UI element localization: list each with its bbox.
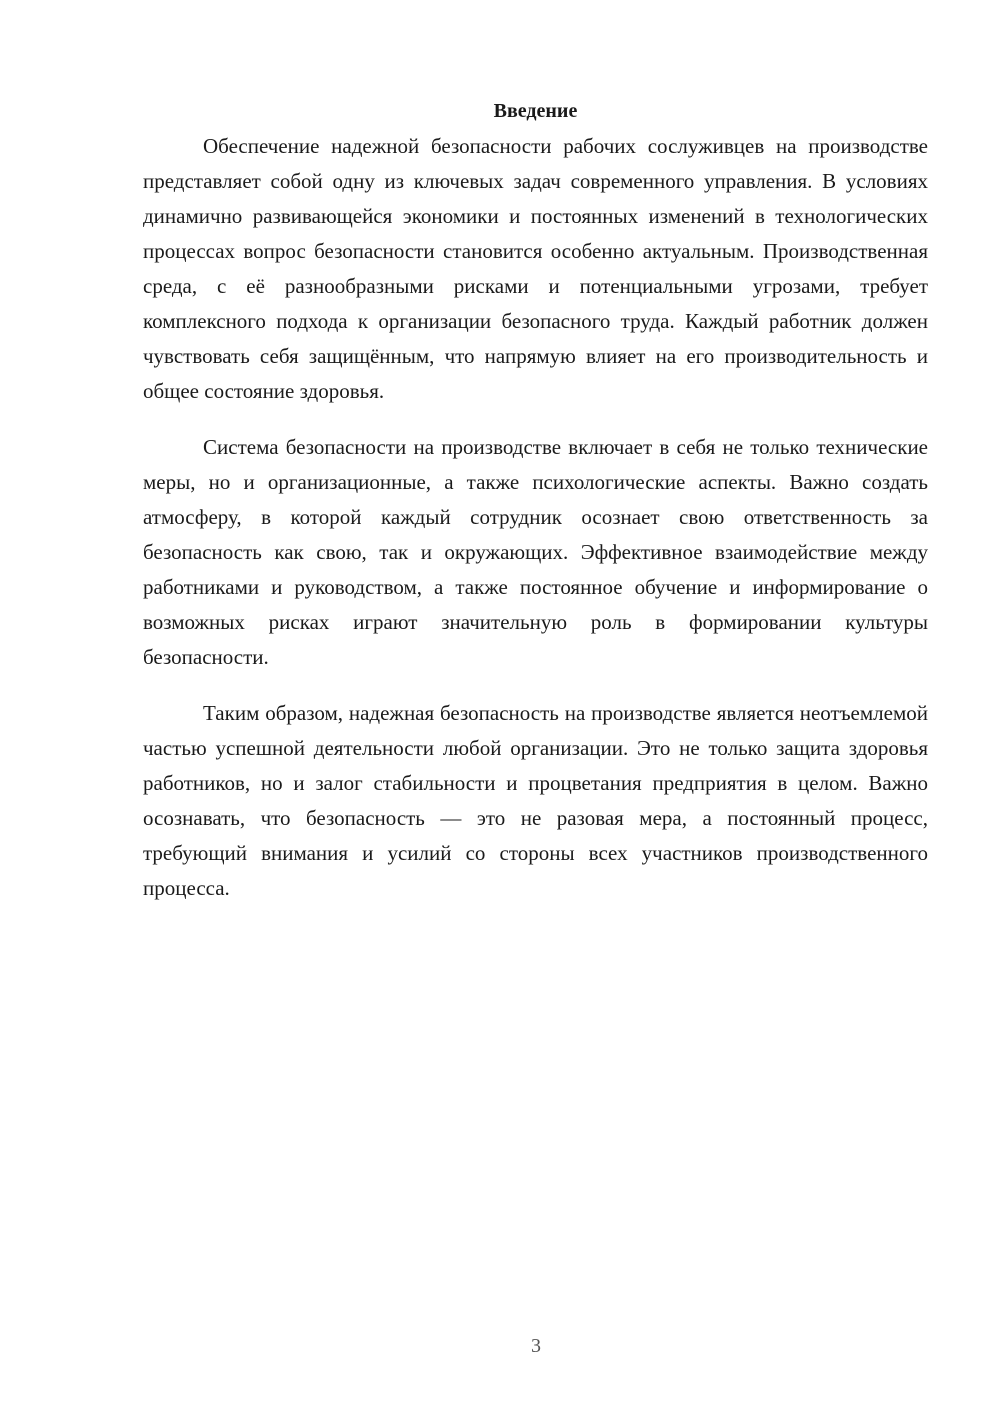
paragraph-safety-system: Система безопасности на производстве включает в себя не только технические меры, но и организационные, а также психологические аспекты. Важно создать атмосферу, в которой каждый сотрудник осознает свою ответственность за безопасность как свою, так и окружающих. Эффективное взаимодействие между работниками и руководством, а также постоянное обучение и информирование о возможных рисках играют значительную роль в формировании культуры безопасности. bbox=[143, 435, 928, 669]
document-page bbox=[143, 96, 928, 906]
section-heading: Введение bbox=[493, 100, 578, 122]
paragraph-conclusion: Таким образом, надежная безопасность на производстве является неотъемлемой частью успешной деятельности любой организации. Это не только защита здоровья работников, но и залог стабильности и процветания предприятия в целом. Важно осознавать, что безопасность — это не разовая мера, а постоянный процесс, требующий внимания и усилий со стороны всех участников производственного процесса. bbox=[143, 701, 928, 900]
paragraph-intro: Обеспечение надежной безопасности рабочих сослуживцев на производстве представляет собой одну из ключевых задач современного управления. В условиях динамично развивающейся экономики и постоянных изменений в технологических процессах вопрос безопасности становится особенно актуальным. Производственная среда, с её разнообразными рисками и потенциальными угрозами, требует комплексного подхода к организации безопасного труда. Каждый работник должен чувствовать себя защищённым, что напрямую влияет на его производительность и общее состояние здоровья. bbox=[143, 134, 928, 403]
page-number: 3 bbox=[531, 1335, 541, 1357]
